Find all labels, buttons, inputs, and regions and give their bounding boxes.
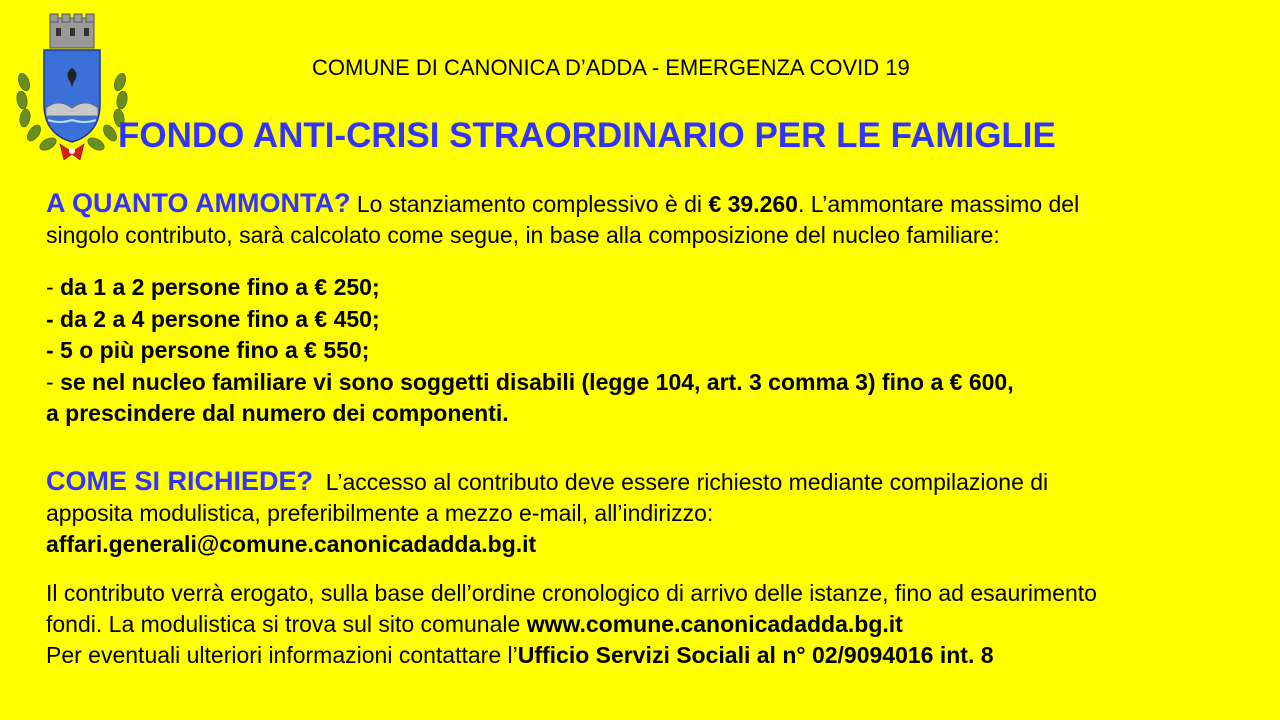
list-item: a prescindere dal numero dei componenti.	[46, 400, 509, 426]
amount-line-2: singolo contributo, sarà calcolato come segue, in base alla composizione del nucleo familiare:	[46, 222, 1000, 248]
list-item: - da 1 a 2 persone fino a € 250;	[46, 274, 380, 300]
municipal-crest-icon	[10, 12, 135, 162]
amount-text-before: Lo stanziamento complessivo è di	[350, 191, 709, 217]
list-item: - da 2 a 4 persone fino a € 450;	[46, 305, 380, 332]
website-link[interactable]: www.comune.canonicadadda.bg.it	[526, 611, 903, 637]
info-line-3: Per eventuali ulteriori informazioni contattare l’	[46, 642, 518, 668]
request-line-2: apposita modulistica, preferibilmente a mezzo e-mail, all’indirizzo:	[46, 500, 714, 526]
page-title: FONDO ANTI-CRISI STRAORDINARIO PER LE FAMIGLIE	[118, 116, 1056, 155]
email-address[interactable]: affari.generali@comune.canonicadadda.bg.it	[46, 531, 537, 557]
info-section	[46, 578, 1276, 671]
tiers-list	[46, 272, 1276, 430]
info-line-1: Il contributo verrà erogato, sulla base dell’ordine cronologico di arrivo delle istanze, fino ad esaurimento	[46, 580, 1097, 606]
request-text-1: L’accesso al contributo deve essere richiesto mediante compilazione di	[313, 469, 1049, 495]
total-amount: € 39.260	[708, 191, 798, 217]
list-item: - se nel nucleo familiare vi sono soggetti disabili (legge 104, art. 3 comma 3) fino a € 600,	[46, 368, 1014, 395]
list-item: - 5 o più persone fino a € 550;	[46, 337, 370, 363]
amount-text-after: . L’ammontare massimo del	[797, 191, 1080, 217]
amount-section	[46, 188, 1276, 251]
municipality-header: COMUNE DI CANONICA D’ADDA - EMERGENZA COVID 19	[312, 55, 910, 80]
contact-info: Ufficio Servizi Sociali al n° 02/9094016 int. 8	[517, 642, 994, 668]
request-section	[46, 466, 1276, 560]
amount-question: A QUANTO AMMONTA?	[46, 188, 351, 218]
info-line-2: fondi. La modulistica si trova sul sito comunale	[46, 611, 527, 637]
request-question: COME SI RICHIEDE?	[46, 466, 314, 496]
